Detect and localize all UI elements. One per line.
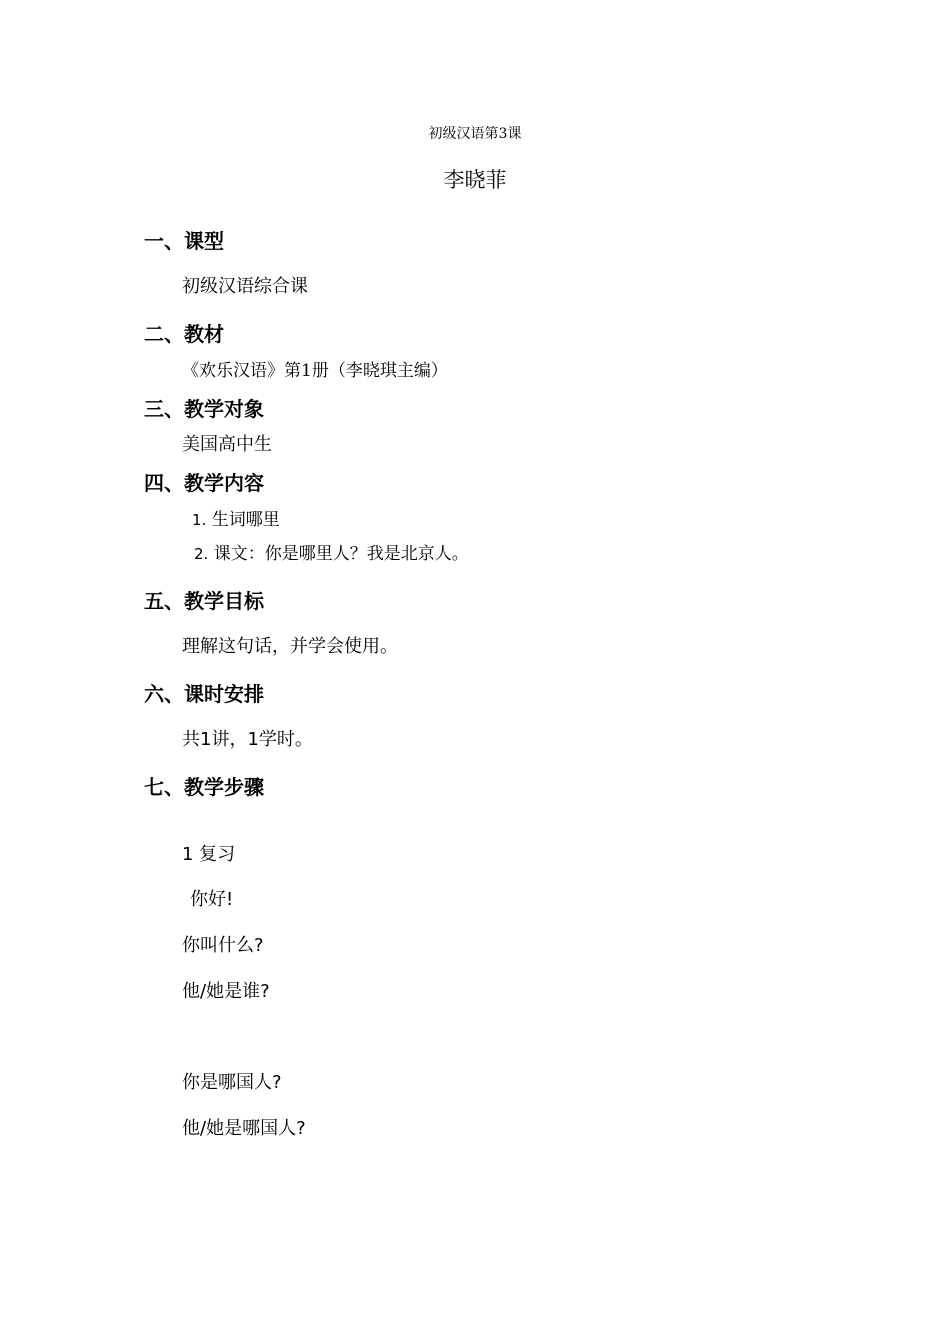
list-item — [192, 507, 280, 533]
step-line: 1 复习 — [182, 844, 236, 865]
list-item-text: 课文：你是哪里人？我是北京人。 — [213, 544, 469, 564]
course-type-text: 初级汉语综合课 — [182, 276, 308, 297]
step-line: 他/她是谁? — [182, 981, 270, 1002]
objectives-text: 理解这句话，并学会使用。 — [182, 636, 398, 657]
author-name: 李晓菲 — [443, 168, 507, 192]
list-item-number: 1. — [192, 511, 207, 529]
section-heading-content: 四、教学内容 — [144, 471, 264, 495]
list-item-number: 2. — [194, 545, 209, 563]
textbook-text: 《欢乐汉语》第1册（李晓琪主编） — [182, 361, 448, 381]
step-line: 你好! — [190, 889, 234, 910]
section-heading-objectives: 五、教学目标 — [144, 589, 264, 613]
section-heading-schedule: 六、课时安排 — [144, 682, 264, 706]
step-line: 他/她是哪国人? — [182, 1118, 306, 1139]
section-heading-course-type: 一、课型 — [144, 229, 224, 253]
audience-text: 美国高中生 — [182, 434, 272, 455]
list-item — [194, 541, 469, 567]
section-heading-textbook: 二、教材 — [144, 322, 224, 346]
section-heading-audience: 三、教学对象 — [144, 397, 264, 421]
schedule-text: 共1讲，1学时。 — [182, 729, 313, 750]
section-heading-steps: 七、教学步骤 — [144, 775, 264, 799]
step-line: 你叫什么? — [182, 935, 264, 956]
step-line: 你是哪国人? — [182, 1072, 282, 1093]
list-item-text: 生词哪里 — [211, 510, 280, 530]
document-header-title: 初级汉语第3课 — [428, 126, 522, 142]
